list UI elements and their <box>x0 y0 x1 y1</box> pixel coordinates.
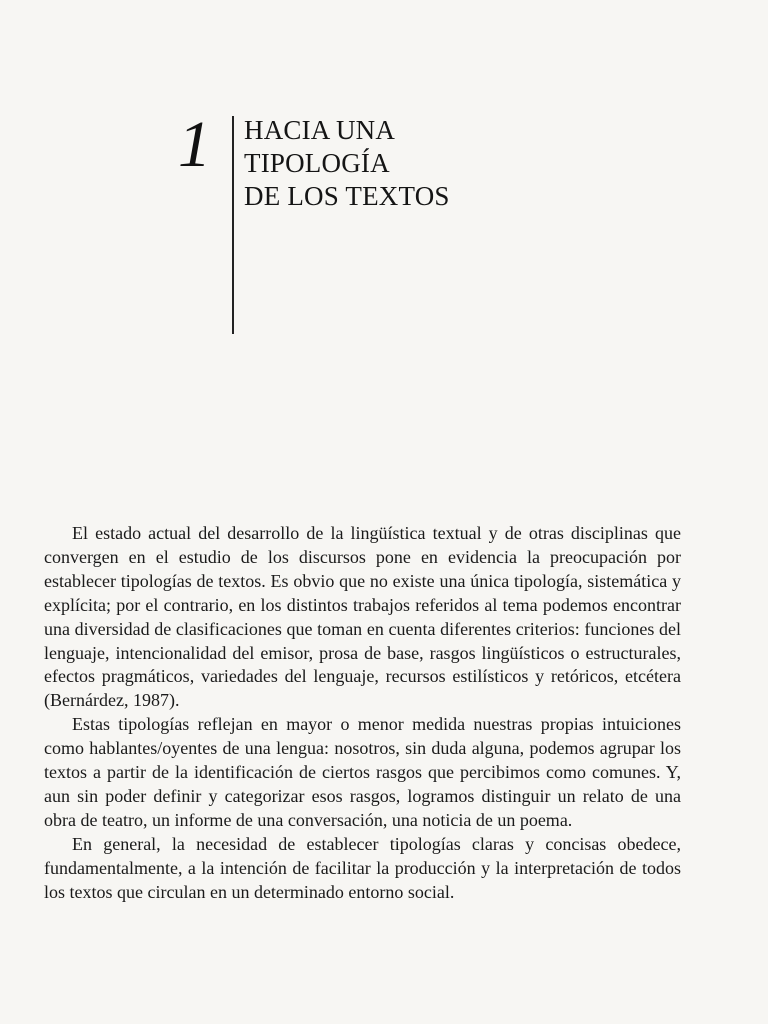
chapter-divider-rule <box>232 116 234 334</box>
chapter-title-line: TIPOLOGÍA <box>244 148 390 178</box>
chapter-title-line: DE LOS TEXTOS <box>244 181 450 211</box>
chapter-title <box>244 114 450 213</box>
paragraph: El estado actual del desarrollo de la lingüística textual y de otras disciplinas que convergen en el estudio de los discursos pone en evidencia la preocupación por establecer tipologías de textos. Es obvio que no existe una única tipología, sistemática y explícita; por el contrario, en los distintos trabajos referidos al tema podemos encontrar una diversidad de clasificaciones que toman en cuenta diferentes criterios: funciones del lenguaje, intencionalidad del emisor, prosa de base, rasgos lingüísticos o estructurales, efectos pragmáticos, variedades del lenguaje, recursos estilísticos y retóricos, etcétera (Bernárdez, 1987). <box>44 523 681 711</box>
paragraph: En general, la necesidad de establecer tipologías claras y concisas obedece, fundamentalmente, a la intención de facilitar la producción y la interpretación de todos los textos que circulan en un determinado entorno social. <box>44 833 681 902</box>
chapter-title-line: HACIA UNA <box>244 115 396 145</box>
chapter-number: 1 <box>178 108 211 181</box>
body-text <box>44 522 681 905</box>
paragraph: Estas tipologías reflejan en mayor o menor medida nuestras propias intuiciones como hablantes/oyentes de una lengua: nosotros, sin duda alguna, podemos agrupar los textos a partir de la identificación de ciertos rasgos que percibimos como comunes. Y, aun sin poder definir y categorizar esos rasgos, logramos distinguir un relato de una obra de teatro, un informe de una conversación, una noticia de un poema. <box>44 714 681 830</box>
